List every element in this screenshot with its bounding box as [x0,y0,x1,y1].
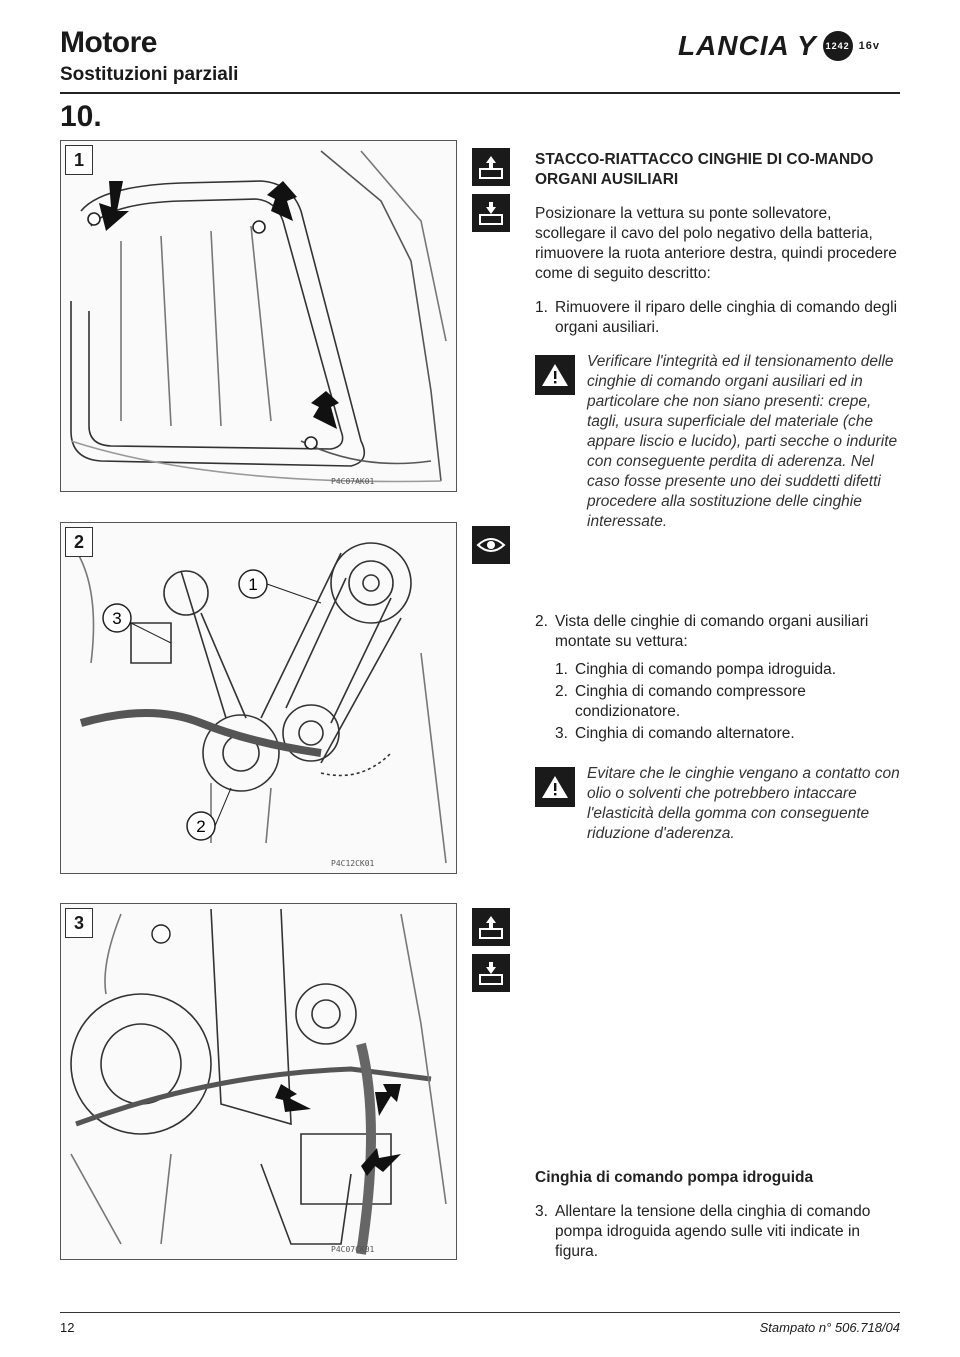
step-3 [535,1202,905,1262]
footer-rule [60,1312,900,1313]
warning-1 [535,352,905,532]
figure-3 [60,903,457,1260]
brand-badge-icon: 1242 [823,31,853,61]
belt-list-item-number: 3. [555,725,568,742]
figure-2-callout-2: 2 [196,817,206,836]
belt-list-item [555,682,905,722]
step-3-text: Allentare la tensione della cinghia di comando pompa idroguida agendo sulle viti indicate in figura. [555,1203,871,1260]
warning-1-text: Verificare l'integrità ed il tensionamento delle cinghie di comando organi ausiliari ed in particolare che non siano presenti: crepe, tagli, usura superficiale del materiale (che appare liscio e lucido), parti secche o indurite con conseguente perdita di aderenza. Nel caso fosse presente uno dei suddetti difetti procedere alla sostituzione delle cinghie interessate. [587,353,898,530]
warning-triangle-icon [535,355,575,395]
brand-suffix: 16v [858,40,880,52]
lift-down-icon [472,194,510,232]
page-number: 12 [60,1320,75,1335]
section-heading: STACCO-RIATTACCO CINGHIE DI CO-MANDO ORGANI AUSILIARI [535,151,874,188]
figure-2-number: 2 [65,527,93,557]
belt-list-item [555,724,905,744]
belt-list-item-text: Cinghia di comando pompa idroguida. [575,661,837,678]
step-1-text: Rimuovere il riparo delle cinghia di comando degli organi ausiliari. [555,299,898,336]
brand-name: LANCIA Y [677,30,817,61]
step-1-number: 1. [535,299,548,316]
chapter-title: Motore [60,26,157,59]
figure-1-drawing [61,141,456,491]
belt-list-item-text: Cinghia di comando alternatore. [575,725,795,742]
lift-up-icon [472,148,510,186]
belt-list-item-text: Cinghia di comando compressore condizionatore. [575,683,806,720]
figure-1-number: 1 [65,145,93,175]
sub-heading: Cinghia di comando pompa idroguida [535,1169,814,1186]
figure-1-code: P4C07AK01 [331,477,375,486]
print-reference: Stampato n° 506.718/04 [759,1320,900,1335]
lift-down-icon-2 [472,954,510,992]
belt-list-item [555,660,905,680]
text-block-3 [535,1168,905,1262]
warning-triangle-icon [535,767,575,807]
step-2-text: Vista delle cinghie di comando organi ausiliari montate su vettura: [555,613,869,650]
text-block-2 [535,612,905,844]
step-2-number: 2. [535,613,548,630]
figure-1 [60,140,457,492]
figure-2 [60,522,457,874]
text-block-1 [535,150,905,532]
header-rule [60,92,900,94]
figure-2-callout-3: 3 [112,609,122,628]
intro-paragraph: Posizionare la vettura su ponte sollevatore, scollegare il cavo del polo negativo della batteria, rimuovere la ruota anteriore destra, quindi procedere come di seguito descritto: [535,205,897,282]
figure-3-number: 3 [65,908,93,938]
figure-2-code: P4C12CK01 [331,859,375,868]
step-3-number: 3. [535,1203,548,1220]
figure-2-drawing [61,523,456,873]
belt-list-item-number: 1. [555,661,568,678]
figure-3-code: P4C07CK01 [331,1245,375,1254]
inspection-eye-icon [472,526,510,564]
warning-2 [535,764,905,844]
figure-2-callout-1: 1 [248,575,258,594]
step-1 [535,298,905,338]
figure-3-drawing [61,904,456,1259]
step-2 [535,612,905,652]
chapter-subtitle: Sostituzioni parziali [60,64,239,85]
section-number: 10. [60,100,102,133]
brand-logo [678,30,880,62]
warning-2-text: Evitare che le cinghie vengano a contatto con olio o solventi che potrebbero intaccare l'elasticità della gomma con conseguente riduzione d'aderenza. [587,765,900,842]
belt-list-item-number: 2. [555,683,568,700]
lift-up-icon-2 [472,908,510,946]
belt-list [535,660,905,744]
